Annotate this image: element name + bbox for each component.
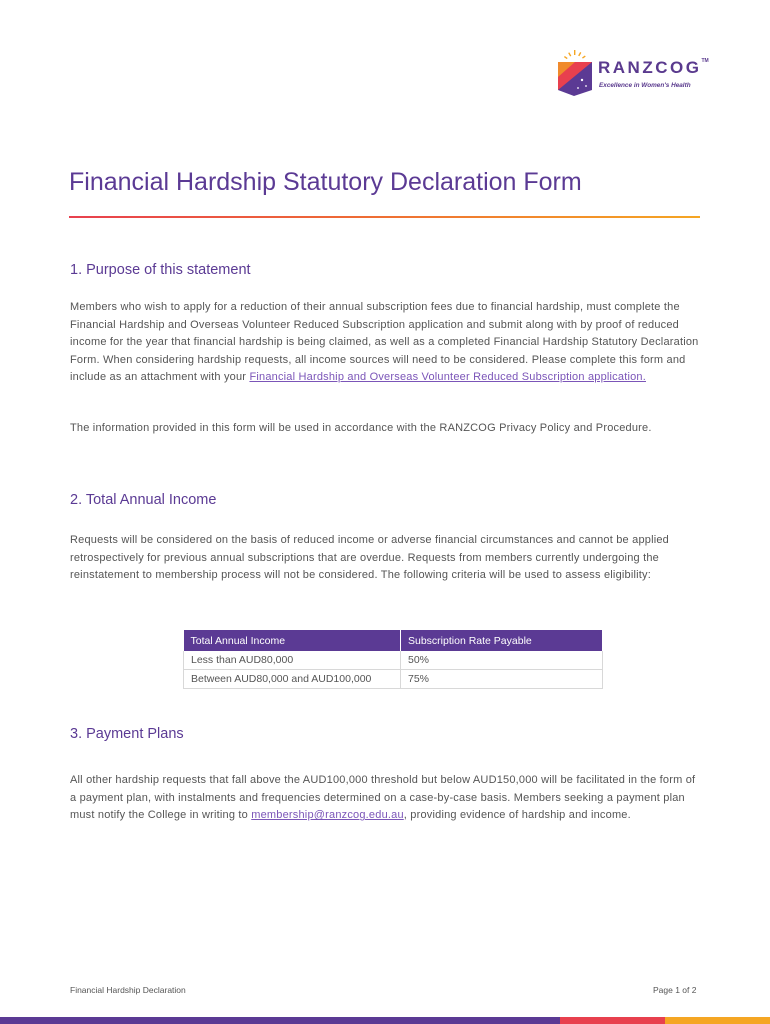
page-title: Financial Hardship Statutory Declaration Form [69, 168, 582, 196]
payment-paragraph-text: All other hardship requests that fall above the AUD100,000 threshold but below AUD150,000 will be facilitated in the form of a payment plan, with instalments and frequencies determined on a case-by-case basis. Members seeking a payment plan must notify the College in writing to [70, 774, 696, 822]
table-cell-rate: 75% [401, 670, 603, 689]
logo-trademark: TM [701, 58, 709, 64]
table-cell-income: Between AUD80,000 and AUD100,000 [184, 670, 401, 689]
application-link[interactable]: Financial Hardship and Overseas Volunteer Reduced Subscription application. [249, 371, 646, 384]
membership-email-link[interactable]: membership@ranzcog.edu.au [251, 809, 404, 822]
purpose-paragraph-text: Members who wish to apply for a reduction of their annual subscription fees due to financial hardship, must complete the Financial Hardship and Overseas Volunteer Reduced Subscription application and submit along with by proof of reduced income for the year that financial hardship is being claimed, as well as a completed Financial Hardship Statutory Declaration Form. When considering hardship requests, all income sources will need to be considered. Please complete this form and include as an attachment with your [70, 301, 699, 384]
logo-tagline: Excellence in Women's Health [599, 82, 691, 89]
title-divider [69, 216, 700, 218]
table-header-income: Total Annual Income [184, 630, 401, 651]
footer-bar-red [560, 1017, 665, 1024]
footer-bar-orange [665, 1017, 770, 1024]
section-income-heading: 2. Total Annual Income [70, 492, 217, 508]
footer-color-bar [0, 1017, 770, 1024]
ranzcog-logo [556, 50, 716, 96]
logo-wordmark: RANZCOG™ [598, 58, 709, 77]
payment-paragraph-end: , providing evidence of hardship and income. [403, 809, 631, 822]
footer-document-title: Financial Hardship Declaration [70, 985, 186, 995]
subscription-rate-table [183, 630, 603, 689]
table-header-row [184, 630, 603, 651]
section-income-paragraph: Requests will be considered on the basis of reduced income or adverse financial circumstances and cannot be applied retrospectively for previous annual subscriptions that are overdue. Requests from members currently undergoing the reinstatement to membership process will not be considered. The following criteria will be used to assess eligibility: [70, 534, 670, 582]
table-cell-income: Less than AUD80,000 [184, 651, 401, 670]
footer-bar-purple [0, 1017, 560, 1024]
footer-page-number: Page 1 of 2 [653, 985, 697, 995]
section-purpose-heading: 1. Purpose of this statement [70, 262, 251, 278]
section-purpose-paragraph [70, 299, 704, 387]
ranzcog-emblem-icon [556, 50, 596, 96]
privacy-paragraph: The information provided in this form will be used in accordance with the RANZCOG Privacy Policy and Procedure. [70, 422, 652, 434]
table-row [184, 670, 603, 689]
table-header-rate: Subscription Rate Payable [401, 630, 603, 651]
table-row [184, 651, 603, 670]
table-cell-rate: 50% [401, 651, 603, 670]
section-payment-heading: 3. Payment Plans [70, 726, 184, 742]
section-payment-paragraph [70, 772, 704, 825]
